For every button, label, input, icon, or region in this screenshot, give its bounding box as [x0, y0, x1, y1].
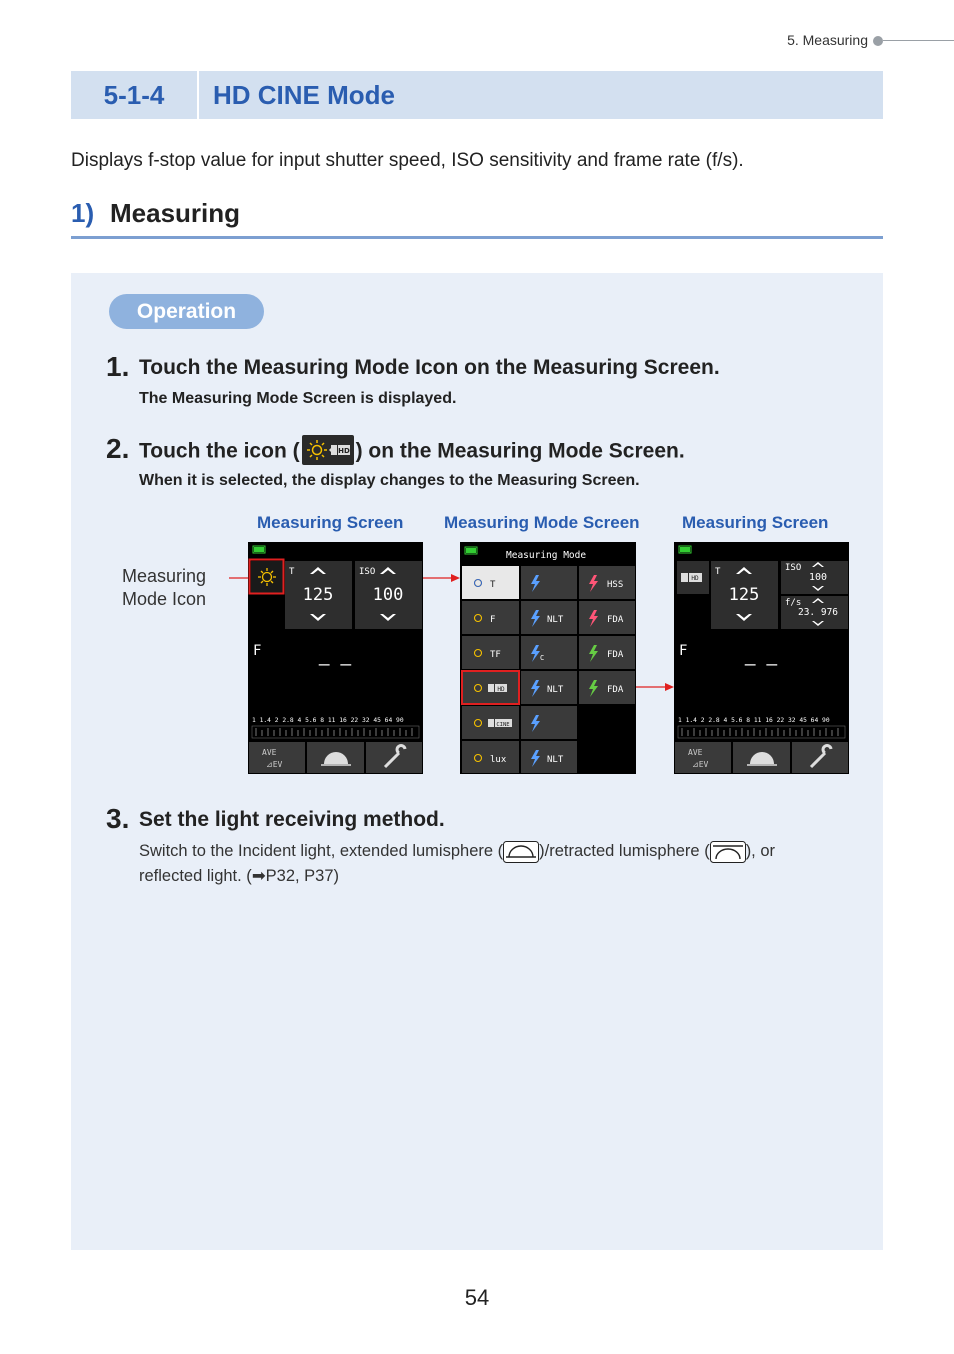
intro-text: Displays f-stop value for input shutter speed, ISO sensitivity and frame rate (f/s). — [71, 150, 744, 171]
step-3-desc: Switch to the Incident light, extended lumisphere ( )/retracted lumisphere ( ), or reflected light. (➡P32, P37) — [139, 842, 776, 885]
title-number: 5-1-4 — [71, 71, 199, 119]
ave-label: AVE — [262, 748, 277, 757]
mode-cell-fda-2[interactable]: FDA — [607, 650, 624, 660]
step-3-number: 3. — [106, 803, 130, 834]
step-1-sub: The Measuring Mode Screen is displayed. — [139, 390, 457, 407]
mode-cell-tf[interactable]: TF — [490, 650, 501, 660]
iso-value-2: 100 — [808, 572, 828, 583]
operation-pill: Operation — [109, 294, 264, 329]
retracted-lumisphere-icon — [710, 841, 746, 863]
mm-label-line-2: Mode Icon — [122, 589, 207, 609]
mode-cell-nlt[interactable]: NLT — [547, 615, 564, 625]
f-label: F — [253, 643, 262, 659]
mm-label-line-1: Measuring — [122, 566, 207, 586]
mode-cell-fda-3[interactable]: FDA — [607, 685, 624, 695]
step-2-sub: When it is selected, the display changes to the Measuring Screen. — [139, 472, 640, 489]
mode-cell-cine[interactable]: CINE — [496, 722, 510, 728]
measuring-screen-1 — [248, 542, 423, 774]
chapter-header: 5. Measuring — [787, 32, 868, 48]
step-1-title: Touch the Measuring Mode Icon on the Measuring Screen. — [139, 356, 720, 379]
section-number: 1) — [71, 198, 95, 228]
iso-value: 100 — [372, 585, 404, 605]
mode-screen-title: Measuring Mode — [506, 550, 587, 561]
measuring-mode-screen — [460, 542, 636, 774]
ev-label: ⊿EV — [266, 760, 283, 769]
reference-arrow-icon: ➡ — [251, 867, 266, 885]
caption-measuring-screen-2: Measuring Screen — [682, 513, 829, 532]
mode-cell-f[interactable]: F — [490, 615, 496, 625]
t-label-2: T — [715, 567, 721, 577]
fs-value: 23. 976 — [797, 607, 839, 618]
step-2-title-before: Touch the icon ( — [139, 439, 300, 463]
f-scale-2: 1 1.4 2 2.8 4 5.6 8 11 16 22 32 45 64 90 — [678, 717, 830, 724]
section-title: Measuring — [110, 198, 241, 228]
mode-cell-nlt-3[interactable]: NLT — [547, 755, 564, 765]
step-1-number: 1. — [106, 351, 130, 382]
mode-cell-lux[interactable]: lux — [490, 755, 507, 765]
caption-measuring-mode-screen: Measuring Mode Screen — [444, 513, 640, 532]
f-value-dash-2: – – — [744, 654, 778, 675]
measuring-screen-2 — [674, 542, 849, 774]
svg-text:HD: HD — [337, 447, 350, 455]
caption-measuring-screen-1: Measuring Screen — [257, 513, 404, 532]
iso-label: ISO — [359, 567, 376, 577]
page-number: 54 — [464, 1285, 490, 1310]
ave-label-2: AVE — [688, 748, 703, 757]
iso-label-2: ISO — [785, 563, 802, 573]
mode-cell-nlt-2[interactable]: NLT — [547, 685, 564, 695]
fs-label: f/s — [785, 598, 802, 608]
mode-cell-fda-1[interactable]: FDA — [607, 615, 624, 625]
step-2-title-after: ) on the Measuring Mode Screen. — [355, 439, 685, 463]
mode-cell-hss[interactable]: HSS — [607, 580, 624, 590]
page-title: HD CINE Mode — [213, 80, 395, 110]
mode-cell-hd[interactable]: HD — [497, 686, 505, 693]
mode-cell-t[interactable]: T — [490, 580, 496, 590]
extended-lumisphere-icon — [503, 841, 539, 863]
f-scale: 1 1.4 2 2.8 4 5.6 8 11 16 22 32 45 64 90 — [252, 717, 404, 724]
f-label-2: F — [679, 643, 688, 659]
shutter-value: 125 — [302, 585, 334, 605]
svg-text:HD: HD — [691, 575, 699, 582]
ev-label-2: ⊿EV — [692, 760, 709, 769]
mode-cell-c[interactable]: C — [540, 654, 545, 662]
shutter-value-2: 125 — [728, 585, 760, 605]
step-3-title: Set the light receiving method. — [139, 808, 445, 831]
t-label: T — [289, 567, 295, 577]
step-2-number: 2. — [106, 433, 130, 464]
f-value-dash: – – — [318, 654, 352, 675]
